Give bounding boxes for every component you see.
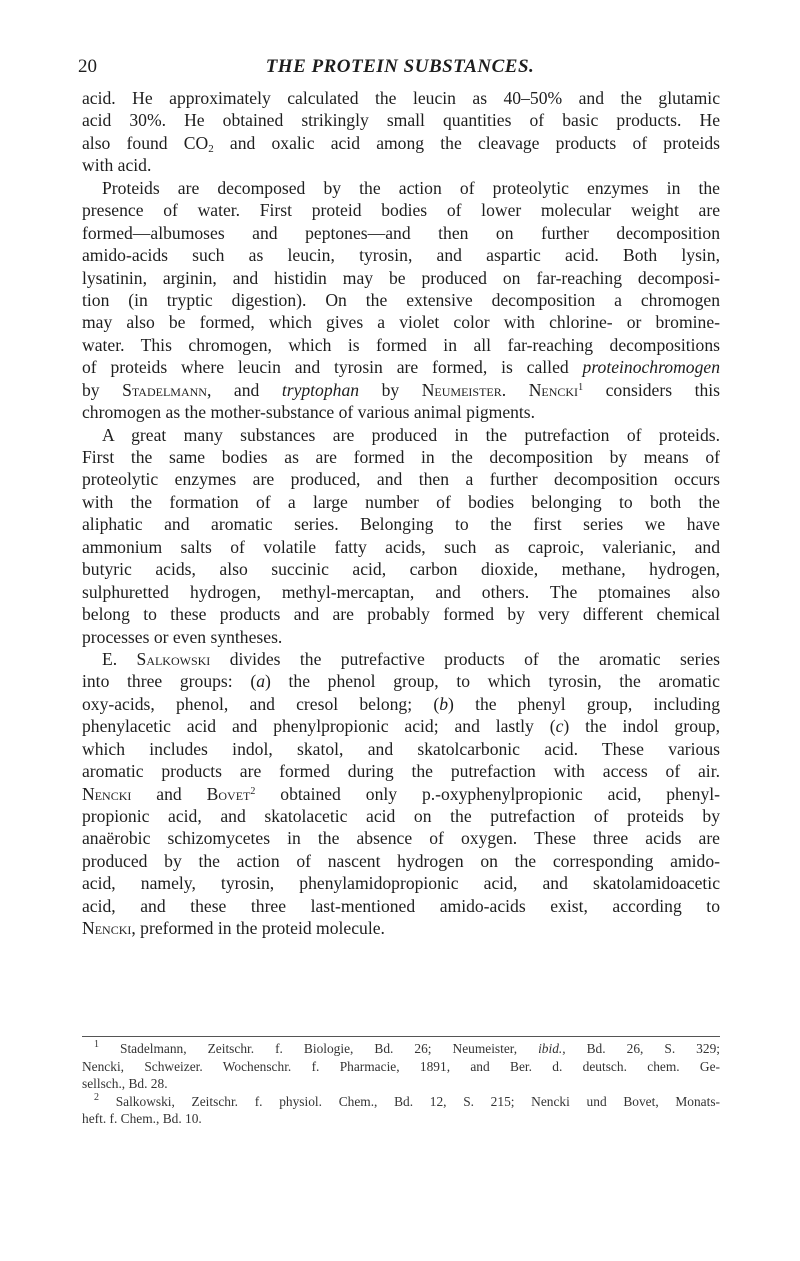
text-segment: aliphatic and aromatic series. Belonging to the first series we have xyxy=(82,514,720,535)
text-segment: produced by the action of nascent hydrogen on the corresponding amido- xyxy=(82,850,720,871)
text-line xyxy=(82,491,720,513)
page-number: 20 xyxy=(78,56,97,77)
footnote-line xyxy=(82,1093,720,1111)
text-segment: Salkowski xyxy=(136,648,211,669)
text-line xyxy=(82,603,720,625)
text-segment: anaërobic schizomycetes in the absence of oxygen. These three acids are xyxy=(82,828,720,849)
text-segment: aromatic products are formed during the putrefaction with access of air. xyxy=(82,761,720,782)
text-segment: ibid. xyxy=(538,1041,563,1056)
text-line xyxy=(82,850,720,872)
paragraph xyxy=(82,424,720,648)
text-line xyxy=(82,872,720,894)
text-segment: 1 xyxy=(578,381,584,393)
text-line xyxy=(82,581,720,603)
text-segment: butyric acids, also succinic acid, carbon dioxide, methane, hydrogen, xyxy=(82,559,720,580)
text-segment: proteolytic enzymes are produced, and then a further decomposition occurs xyxy=(82,469,720,490)
footnotes xyxy=(82,1040,720,1128)
text-line xyxy=(82,917,720,939)
footnote-line xyxy=(82,1058,720,1076)
text-line xyxy=(82,626,720,648)
text-segment: E. xyxy=(102,648,137,669)
text-segment: 2 xyxy=(208,142,214,155)
text-line xyxy=(82,760,720,782)
text-segment: which includes indol, skatol, and skatolcarbonic acid. These various xyxy=(82,738,720,759)
text-line xyxy=(82,895,720,917)
text-segment: divides the putrefactive products of the aromatic series xyxy=(210,648,721,669)
text-segment: acid. He approximately calculated the leucin as 40–50% and the glutamic xyxy=(82,88,720,108)
text-segment: belong to these products and are probably formed by very different chemical xyxy=(82,604,720,625)
footnote-line xyxy=(82,1110,720,1128)
text-line xyxy=(82,87,720,109)
text-segment: by xyxy=(82,379,123,400)
text-line xyxy=(82,693,720,715)
text-line xyxy=(82,379,720,401)
text-segment: Proteids are decomposed by the action of proteolytic enzymes in the xyxy=(102,177,720,198)
text-segment: , Bd. 26, S. 329; xyxy=(562,1041,720,1056)
text-segment: First the same bodies as are formed in the decomposition by means of xyxy=(82,447,720,467)
text-segment: considers this xyxy=(583,379,720,400)
text-segment: oxy-acids, phenol, and cresol belong; ( xyxy=(82,693,440,714)
text-line xyxy=(82,536,720,558)
text-segment: proteinochromogen xyxy=(582,357,720,378)
text-segment: . xyxy=(501,379,529,400)
page-header xyxy=(78,56,722,80)
paragraph xyxy=(82,87,720,177)
text-line xyxy=(82,289,720,311)
text-segment: tion (in tryptic digestion). On the extensive decomposition a chromogen xyxy=(82,289,720,310)
body-text xyxy=(82,87,720,940)
text-segment: by xyxy=(359,379,422,400)
text-segment: and xyxy=(131,783,207,804)
paragraph xyxy=(82,648,720,940)
text-segment: amido-acids such as leucin, tyrosin, and aspartic acid. Both lysin, xyxy=(82,245,720,266)
text-line xyxy=(82,738,720,760)
text-segment: Bovet xyxy=(206,783,251,804)
text-segment: propionic acid, and skatolacetic acid on the putrefaction of proteids by xyxy=(82,806,720,826)
text-segment: acid 30%. He obtained strikingly small quantities of basic products. He xyxy=(82,110,720,131)
running-title: THE PROTEIN SUBSTANCES. xyxy=(265,56,535,77)
text-segment: 1 xyxy=(94,1039,99,1050)
text-segment: presence of water. First proteid bodies of lower molecular weight are xyxy=(82,200,720,221)
text-line xyxy=(82,558,720,580)
text-segment: c xyxy=(555,716,564,737)
text-line xyxy=(82,267,720,289)
text-segment: heft. f. Chem., Bd. 10. xyxy=(82,1111,202,1127)
footnote-line xyxy=(82,1075,720,1093)
text-segment: sulphuretted hydrogen, methyl-mercaptan, and others. The ptomaines also xyxy=(82,581,720,602)
text-segment: Stadelmann, Zeitschr. f. Biologie, Bd. 26; Neumeister, xyxy=(99,1041,539,1056)
text-segment: phenylacetic acid and phenylpropionic acid; and lastly ( xyxy=(82,716,556,737)
text-segment: acid, namely, tyrosin, phenylamidopropionic acid, and skatolamidoacetic xyxy=(82,873,720,894)
text-segment: tryptophan xyxy=(281,379,360,400)
text-segment: ammonium salts of volatile fatty acids, such as caproic, valerianic, and xyxy=(82,536,720,557)
text-line xyxy=(82,244,720,266)
text-line xyxy=(82,334,720,356)
text-segment: ) the indol group, xyxy=(563,716,720,737)
text-segment: and oxalic acid among the cleavage products of proteids xyxy=(213,132,720,153)
text-segment: , preformed in the proteid molecule. xyxy=(131,918,385,939)
text-segment: Nencki xyxy=(528,379,579,400)
text-segment: Stadelmann xyxy=(122,379,207,400)
text-line xyxy=(82,827,720,849)
footnote-divider xyxy=(82,1036,720,1037)
text-line xyxy=(82,109,720,131)
text-segment: a xyxy=(256,671,265,692)
text-line xyxy=(82,446,720,468)
paragraph xyxy=(82,177,720,424)
footnote-line xyxy=(82,1040,720,1058)
text-line xyxy=(82,805,720,827)
text-segment: Nencki xyxy=(82,783,132,804)
text-segment: of proteids where leucin and tyrosin are formed, is called xyxy=(82,357,583,378)
text-line xyxy=(82,356,720,378)
text-line xyxy=(82,468,720,490)
text-line xyxy=(82,311,720,333)
text-line xyxy=(82,715,720,737)
text-segment: obtained only p.-oxyphenylpropionic acid, phenyl- xyxy=(255,783,721,804)
text-line xyxy=(82,648,720,670)
text-segment: sellsch., Bd. 28. xyxy=(82,1076,168,1092)
text-segment: Salkowski, Zeitschr. f. physiol. Chem., Bd. 12, S. 215; Nencki und Bovet, Monats- xyxy=(99,1093,720,1109)
text-segment: may also be formed, which gives a violet color with chlorine- or bromine- xyxy=(82,312,720,333)
text-line xyxy=(82,401,720,423)
text-segment: 2 xyxy=(94,1091,99,1103)
text-line xyxy=(82,783,720,805)
text-line xyxy=(82,199,720,221)
text-segment: processes or even syntheses. xyxy=(82,626,283,647)
text-segment: b xyxy=(439,693,448,714)
text-line xyxy=(82,154,720,176)
text-line xyxy=(82,670,720,692)
text-segment: with the formation of a large number of bodies belonging to both the xyxy=(82,491,720,512)
text-segment: lysatinin, arginin, and histidin may be produced on far-reaching decomposi- xyxy=(82,267,720,288)
text-segment: A great many substances are produced in the putrefaction of proteids. xyxy=(102,424,720,445)
text-segment: acid, and these three last-mentioned amido-acids exist, according to xyxy=(82,895,720,916)
text-line xyxy=(82,513,720,535)
text-segment: Neumeister xyxy=(421,379,502,400)
text-line xyxy=(82,132,720,154)
text-segment: formed—albumoses and peptones—and then on further decomposition xyxy=(82,222,720,243)
text-segment: Nencki xyxy=(82,918,132,939)
text-segment: 2 xyxy=(250,785,256,797)
text-segment: water. This chromogen, which is formed in all far-reaching decompositions xyxy=(82,334,720,355)
text-segment: with acid. xyxy=(82,155,152,176)
text-line xyxy=(82,177,720,199)
text-segment: chromogen as the mother-substance of various animal pigments. xyxy=(82,402,536,423)
text-line xyxy=(82,424,720,446)
text-segment: Nencki, Schweizer. Wochenschr. f. Pharmacie, 1891, and Ber. d. deutsch. chem. Ge- xyxy=(82,1058,720,1074)
text-line xyxy=(82,222,720,244)
text-segment: , and xyxy=(206,379,282,400)
text-segment: ) the phenol group, to which tyrosin, the aromatic xyxy=(264,671,720,692)
text-segment: also found CO xyxy=(82,132,209,153)
text-segment: into three groups: ( xyxy=(82,671,257,692)
text-segment: ) the phenyl group, including xyxy=(448,693,720,714)
